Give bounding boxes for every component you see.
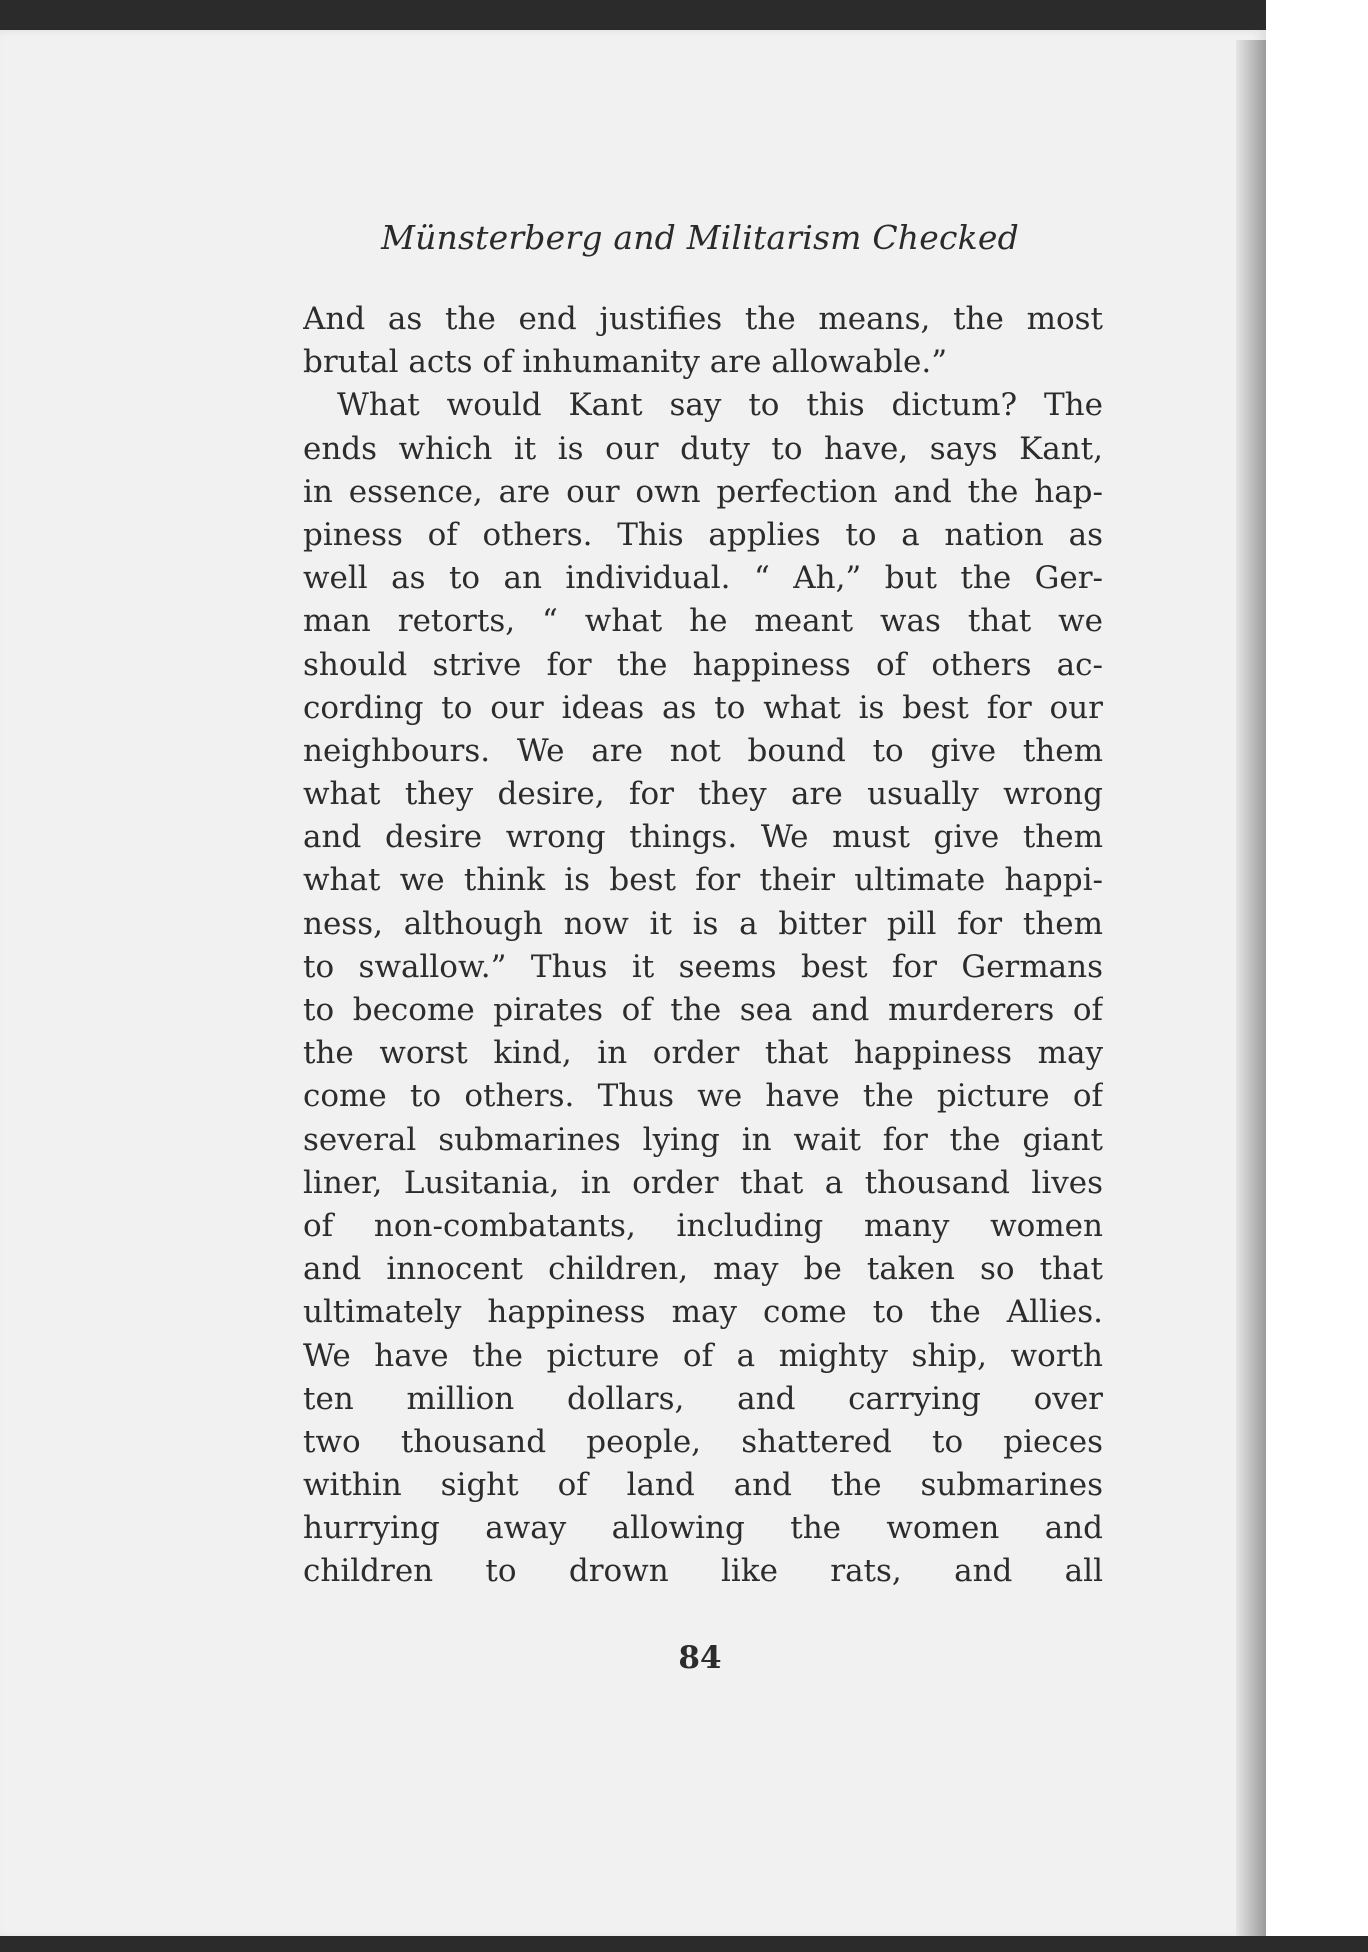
text-line: What would Kant say to this dictum? The bbox=[337, 387, 1103, 424]
text-line: ultimately happiness may come to the Allies. bbox=[303, 1294, 1103, 1331]
text-line: piness of others. This applies to a nation as bbox=[303, 516, 1103, 553]
text-line: two thousand people, shattered to pieces bbox=[303, 1423, 1103, 1460]
running-head: Münsterberg and Militarism Checked bbox=[381, 218, 1019, 257]
text-line: what they desire, for they are usually wrong bbox=[303, 776, 1103, 813]
text-line: neighbours. We are not bound to give them bbox=[303, 732, 1103, 769]
scan-bottom-border bbox=[0, 1936, 1368, 1952]
body-text bbox=[303, 298, 1103, 1594]
text-line: and desire wrong things. We must give them bbox=[303, 819, 1103, 856]
text-line: to become pirates of the sea and murderers of bbox=[303, 992, 1103, 1028]
text-line: ten million dollars, and carrying over bbox=[303, 1380, 1103, 1417]
text-line: of non-combatants, including many women bbox=[303, 1207, 1103, 1244]
margin-strip bbox=[1266, 0, 1368, 1952]
text-line: in essence, are our own perfection and the hap- bbox=[303, 473, 1103, 510]
text-line: the worst kind, in order that happiness may bbox=[303, 1035, 1103, 1072]
text-line: within sight of land and the submarines bbox=[303, 1467, 1103, 1504]
page-edge-shadow bbox=[1236, 40, 1266, 1938]
text-line: ness, although now it is a bitter pill for them bbox=[303, 905, 1103, 942]
text-line: brutal acts of inhumanity are allowable.” bbox=[303, 344, 948, 381]
text-line: cording to our ideas as to what is best for our bbox=[303, 689, 1103, 726]
text-line: ends which it is our duty to have, says Kant, bbox=[303, 430, 1103, 467]
text-line: liner, Lusitania, in order that a thousand lives bbox=[303, 1164, 1103, 1201]
text-line: We have the picture of a mighty ship, worth bbox=[303, 1337, 1103, 1374]
page-number: 84 bbox=[678, 1640, 722, 1676]
text-line: hurrying away allowing the women and bbox=[303, 1510, 1103, 1547]
text-line: children to drown like rats, and all bbox=[303, 1553, 1103, 1590]
text-line: man retorts, “ what he meant was that we bbox=[303, 603, 1103, 640]
text-line: should strive for the happiness of others ac- bbox=[303, 646, 1103, 683]
text-line: well as to an individual. “ Ah,” but the Ger- bbox=[303, 560, 1103, 597]
text-line: what we think is best for their ultimate happi- bbox=[303, 862, 1103, 899]
text-line: come to others. Thus we have the picture of bbox=[303, 1078, 1103, 1115]
text-line: several submarines lying in wait for the giant bbox=[303, 1121, 1103, 1158]
text-line: to swallow.” Thus it seems best for Germans bbox=[303, 948, 1103, 985]
text-line: And as the end justifies the means, the most bbox=[303, 301, 1103, 337]
text-line: and innocent children, may be taken so that bbox=[303, 1251, 1103, 1288]
